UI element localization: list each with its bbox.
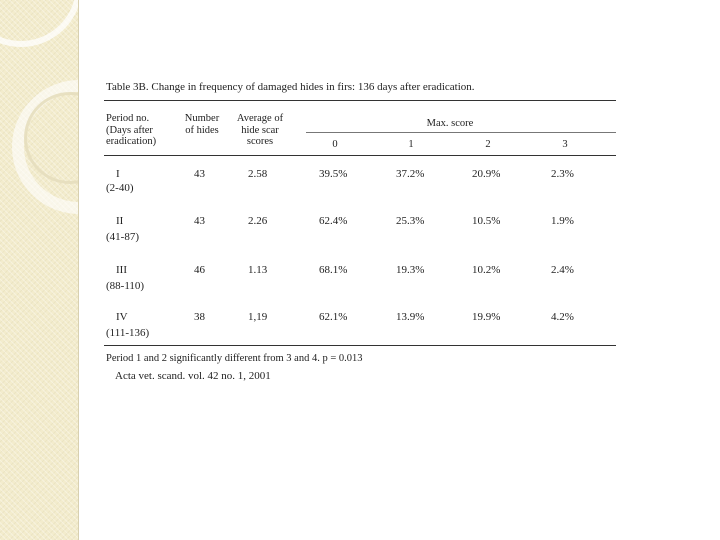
header-score-3: 3 xyxy=(562,139,568,150)
header-bottom-rule xyxy=(104,155,616,156)
row4-score3: 4.2% xyxy=(551,311,574,323)
row3-number: 46 xyxy=(194,264,205,276)
row1-average: 2.58 xyxy=(248,168,268,180)
row2-period: II xyxy=(116,215,124,227)
row1-days: (2-40) xyxy=(106,182,134,194)
row1-period: I xyxy=(116,168,120,180)
row1-score1: 37.2% xyxy=(396,168,425,180)
row4-score0: 62.1% xyxy=(319,311,348,323)
row2-score3: 1.9% xyxy=(551,215,574,227)
row2-score2: 10.5% xyxy=(472,215,501,227)
header-period: Period no. (Days after eradication) xyxy=(106,113,157,147)
table-top-rule xyxy=(104,100,616,101)
row3-score2: 10.2% xyxy=(472,264,501,276)
row2-days: (41-87) xyxy=(106,231,139,243)
row4-average: 1,19 xyxy=(248,311,268,323)
citation: Acta vet. scand. vol. 42 no. 1, 2001 xyxy=(115,370,271,382)
row3-score3: 2.4% xyxy=(551,264,574,276)
header-number: Number of hides xyxy=(184,113,220,136)
row1-score3: 2.3% xyxy=(551,168,574,180)
row1-number: 43 xyxy=(194,168,205,180)
header-score-0: 0 xyxy=(332,139,338,150)
table-footnote: Period 1 and 2 significantly different from 3 and 4. p = 0.013 xyxy=(106,353,363,364)
row3-days: (88-110) xyxy=(106,280,145,292)
row2-score1: 25.3% xyxy=(396,215,425,227)
header-max-score: Max. score xyxy=(426,118,474,129)
row4-number: 38 xyxy=(194,311,205,323)
row2-score0: 62.4% xyxy=(319,215,348,227)
header-average: Average of hide scar scores xyxy=(236,113,284,147)
row4-score2: 19.9% xyxy=(472,311,501,323)
table-title: Table 3B. Change in frequency of damaged hides in firs: 136 days after eradication. xyxy=(106,81,475,93)
row4-period: IV xyxy=(116,311,128,323)
row1-score2: 20.9% xyxy=(472,168,501,180)
max-score-rule xyxy=(306,132,616,133)
row3-period: III xyxy=(116,264,127,276)
header-score-1: 1 xyxy=(408,139,414,150)
row2-number: 43 xyxy=(194,215,205,227)
row2-average: 2.26 xyxy=(248,215,268,227)
table-bottom-rule xyxy=(104,345,616,346)
row4-score1: 13.9% xyxy=(396,311,425,323)
row3-average: 1.13 xyxy=(248,264,268,276)
header-score-2: 2 xyxy=(485,139,491,150)
row1-score0: 39.5% xyxy=(319,168,348,180)
row3-score0: 68.1% xyxy=(319,264,348,276)
row3-score1: 19.3% xyxy=(396,264,425,276)
row4-days: (111-136) xyxy=(106,327,150,339)
